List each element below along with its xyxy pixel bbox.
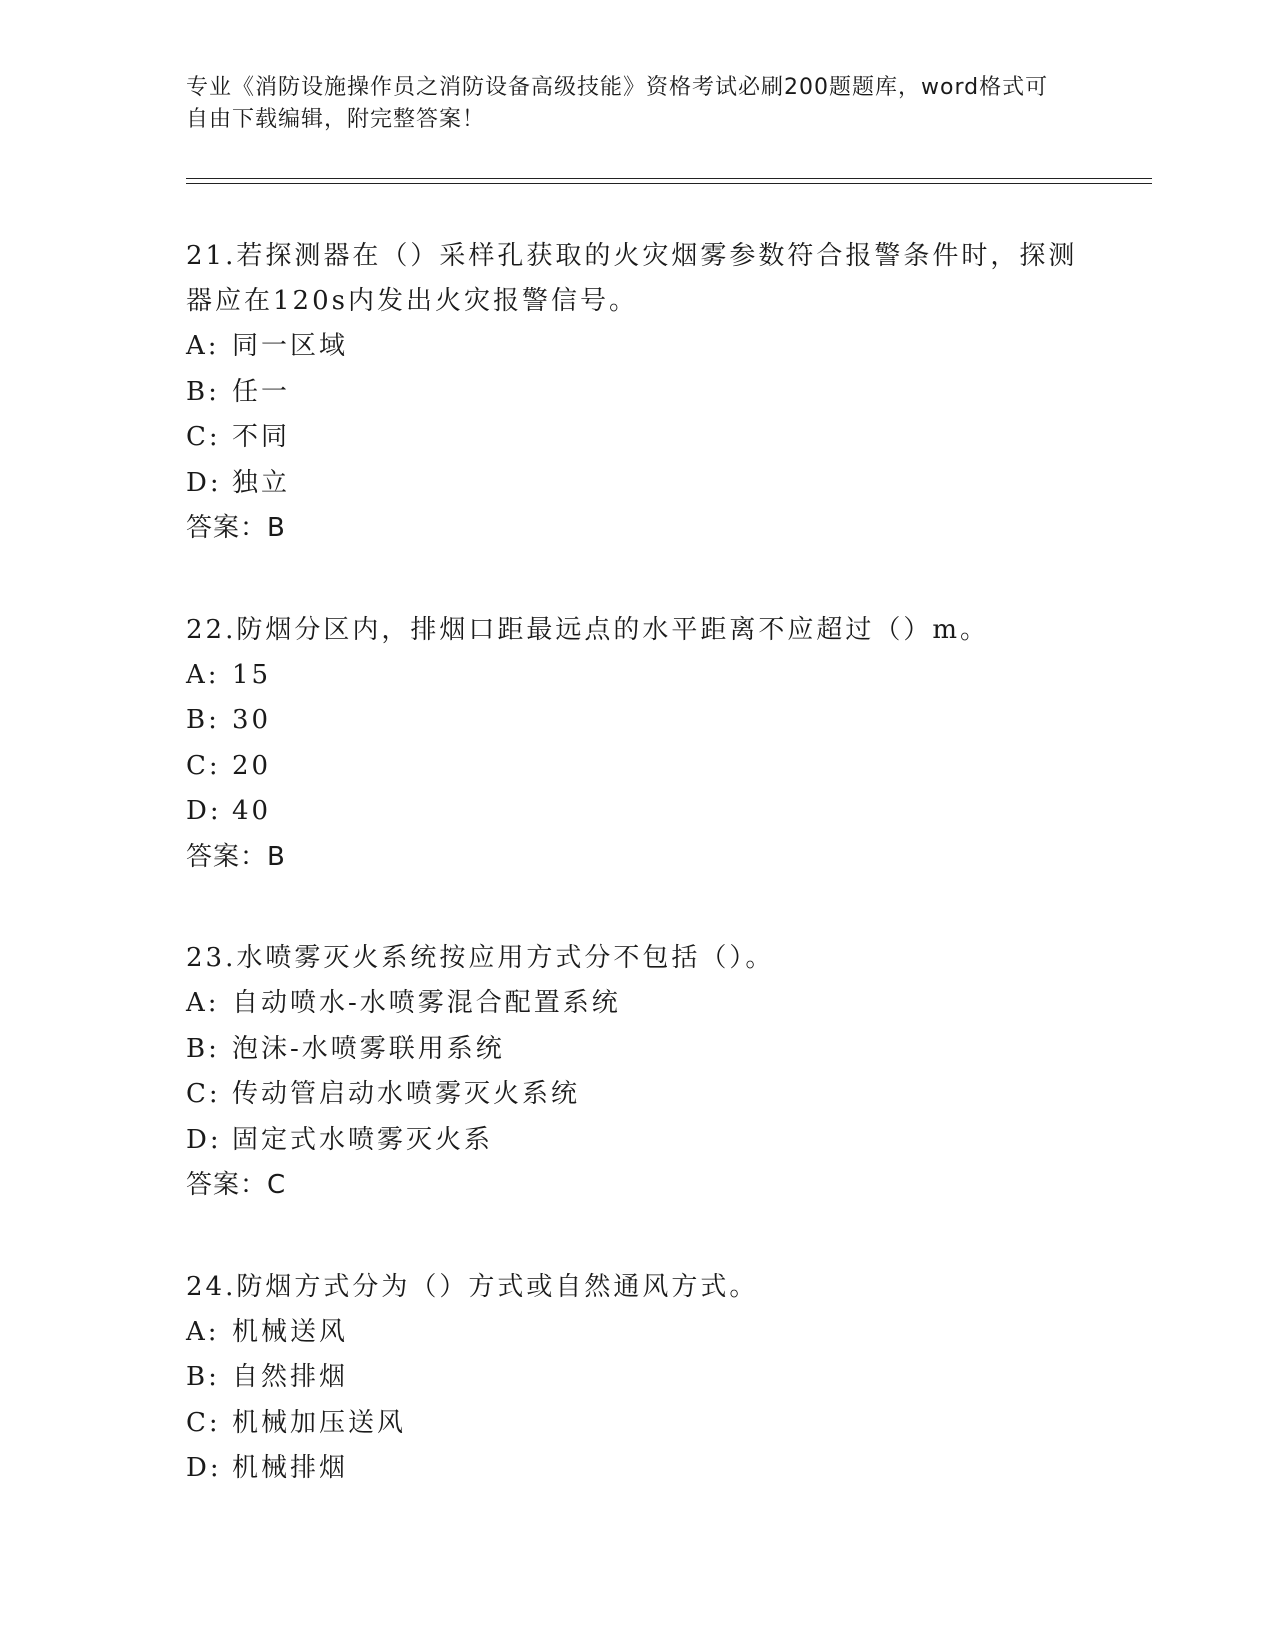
option-letter: B:	[186, 376, 220, 407]
option-text: 自动喷水-水喷雾混合配置系统	[232, 988, 621, 1018]
option-d	[186, 1118, 1146, 1164]
option-text: 30	[232, 705, 272, 735]
option-letter: A:	[186, 988, 220, 1018]
option-letter: C:	[186, 422, 221, 452]
question-21	[186, 234, 1146, 552]
option-b	[186, 1355, 1146, 1401]
option-text: 自然排烟	[232, 1362, 349, 1392]
option-b	[186, 698, 1146, 744]
option-letter: C:	[186, 750, 221, 781]
question-stem: 24.防烟方式分为（）方式或自然通风方式。	[186, 1271, 759, 1302]
header-rule-bottom	[186, 183, 1152, 184]
option-text: 泡沫-水喷雾联用系统	[232, 1033, 505, 1064]
question-22	[186, 608, 1146, 881]
option-d	[186, 1446, 1146, 1492]
option-letter: B:	[186, 705, 220, 735]
option-a	[186, 981, 1146, 1027]
option-c	[186, 415, 1146, 461]
option-text: 机械送风	[232, 1316, 349, 1347]
option-b	[186, 1027, 1146, 1073]
question-stem: 23.水喷雾灭火系统按应用方式分不包括（）。	[186, 943, 775, 973]
option-d	[186, 789, 1146, 835]
question-24	[186, 1265, 1146, 1492]
option-a	[186, 653, 1146, 699]
option-letter: A:	[186, 1316, 220, 1347]
document-header: 专业《消防设施操作员之消防设备高级技能》资格考试必刷200题题库，word格式可自由下载编辑，附完整答案！	[186, 75, 1049, 132]
option-text: 传动管启动水喷雾灭火系统	[232, 1079, 581, 1109]
option-b	[186, 370, 1146, 416]
option-letter: B:	[186, 1362, 220, 1392]
option-a	[186, 324, 1146, 370]
option-a	[186, 1310, 1146, 1356]
option-text: 不同	[232, 422, 291, 452]
option-letter: D:	[186, 796, 222, 826]
option-letter: A:	[186, 331, 220, 361]
option-text: 40	[232, 796, 272, 826]
option-c	[186, 1072, 1146, 1118]
option-letter: D:	[186, 1453, 222, 1483]
option-letter: C:	[186, 1407, 221, 1438]
question-list	[186, 234, 1146, 1548]
header-rule-top	[186, 178, 1152, 179]
option-c	[186, 744, 1146, 790]
option-text: 固定式水喷雾灭火系	[232, 1124, 494, 1155]
answer: 答案：B	[186, 841, 286, 872]
option-text: 机械加压送风	[232, 1407, 407, 1438]
question-stem: 21.若探测器在（）采样孔获取的火灾烟雾参数符合报警条件时，探测器应在120s内发出火灾报警信号。	[186, 241, 1078, 316]
answer: 答案：B	[186, 513, 286, 543]
option-text: 15	[232, 659, 272, 690]
option-letter: D:	[186, 467, 222, 498]
question-stem: 22.防烟分区内，排烟口距最远点的水平距离不应超过（）m。	[186, 614, 990, 645]
option-letter: A:	[186, 659, 220, 690]
option-c	[186, 1401, 1146, 1447]
option-letter: D:	[186, 1124, 222, 1155]
option-text: 同一区域	[232, 331, 349, 361]
option-letter: C:	[186, 1079, 221, 1109]
option-text: 20	[232, 750, 272, 781]
option-text: 独立	[232, 467, 291, 498]
option-text: 机械排烟	[232, 1453, 349, 1483]
answer: 答案：C	[186, 1170, 287, 1200]
option-text: 任一	[232, 376, 291, 407]
option-letter: B:	[186, 1033, 220, 1064]
question-23	[186, 936, 1146, 1209]
option-d	[186, 461, 1146, 507]
